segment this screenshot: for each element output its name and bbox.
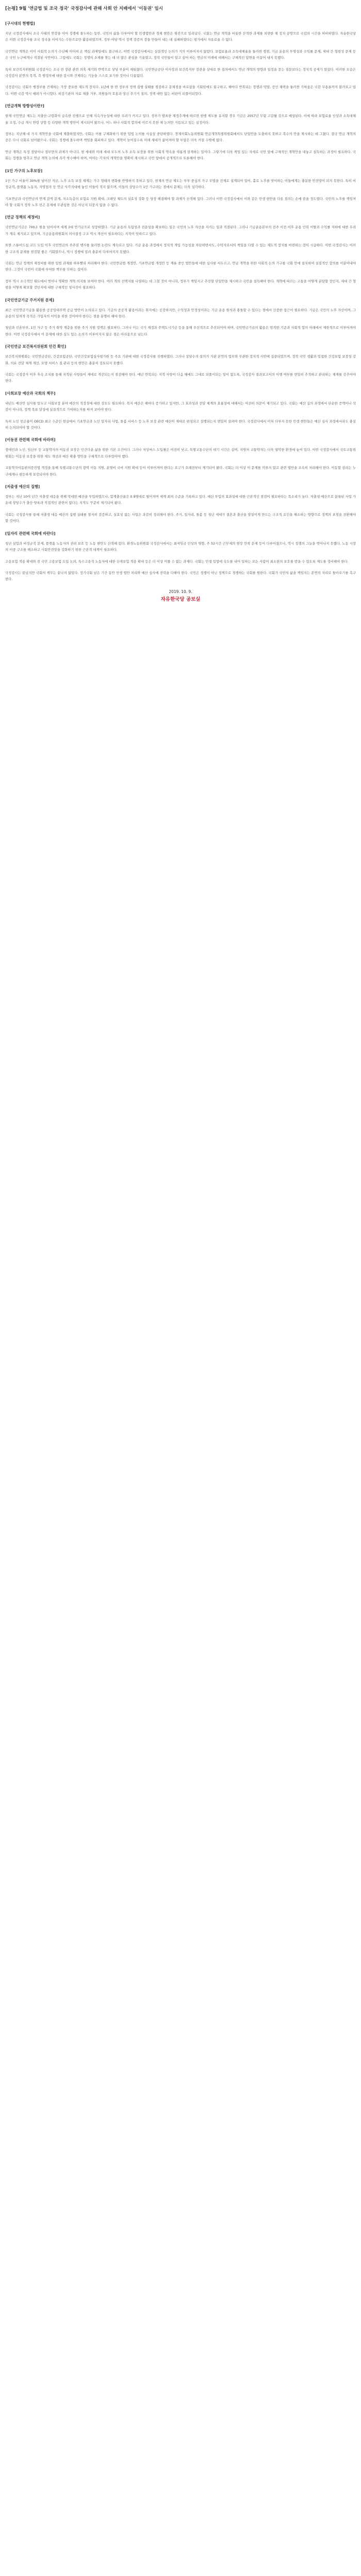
body-paragraph: 특히 노인 빈곤율이 OECD 최고 수준인 현실에서 기초연금과 노인 일자리 사업, 돌봄 서비스 등 노후 보장 관련 예산이 제대로 편성되고 집행되는지 면밀히 살펴야 한다. 국정감사에서 미처 다루지 못한 민생 현안들은 예산 심사 과정에서라도 충실히 논의되어야 할 것이다. xyxy=(5,419,356,430)
body-paragraph: 국정감사는 끝났지만 국회의 책무는 끝나지 않았다. 정기국회 남은 기간 동안 민생 법안 처리와 예산 심사에 전력을 다해야 한다. 국민은 정쟁이 아닌 정책으로 경쟁하는 국회를 원한다. 국회가 국민의 삶을 책임지는 본연의 자리로 돌아오기를 촉구한다. xyxy=(5,570,356,582)
body-paragraph: 청년과 신혼부부, 1인 가구 등 주거 취약 계층을 위한 주거 지원 정책은 필요하다. 그러나 이는 국가 재정과 주택도시기금 등을 통해 우선적으로 추진되어야 하며, 국민연금기금의 활용은 엄격한 기준과 사회적 합의 아래에서 제한적으로 이루어져야 한다. 이번 국정감사에서 이 문제에 대한 심도 있는 논의가 이루어지지 않은 점은 아쉬움으로 남는다. xyxy=(5,326,356,336)
body-paragraph: 또한 스튜어드십 코드 도입 이후 국민연금의 주주권 행사를 둘러싼 논란도 계속되고 있다. 기금 운용 과정에서 정치적 개입 가능성을 차단하면서도, 수탁자로서의 책임을 다할 수 있는 제도적 장치를 마련하는 것이 시급하다. 이번 국정감사는 이러한 구조적 문제를 점검할 좋은 기회였으나, 역시 정쟁에 밀려 충분히 다루어지지 못했다. xyxy=(5,243,356,254)
document-section xyxy=(5,484,356,524)
section-heading: [국민연금 보건복지위원회 안건 확인] xyxy=(5,344,67,349)
document-section xyxy=(5,214,356,291)
section-heading: [저출생 예산의 집행] xyxy=(5,484,40,489)
section-heading: [연금개혁 방향성이란?] xyxy=(5,104,44,109)
section-heading: [이동권 관련해 국회에 바라며] xyxy=(5,437,56,443)
section-heading: [사회보장 예산과 국회의 책무] xyxy=(5,391,56,396)
body-paragraph: 국회는 국정감사를 통해 저출생 대응 예산의 집행 실태를 철저히 검증하고, 실효성 없는 사업은 과감히 정리해야 한다. 주거, 일자리, 돌봄 등 청년 세대가 결혼과 출산을 망설이게 만드는 구조적 요인을 해소하는 방향으로 정책의 초점을 전환해야 할 것이다. xyxy=(5,512,356,523)
body-paragraph: 국회는 연금 정책의 재정비를 위한 입법 과제를 하루빨리 처리해야 한다. 국민연금법 개정안, 기초연금법 개정안 등 계류 중인 법안들에 대한 심사를 서두르고, 연금 개혁을 위한 사회적 논의 기구를 국회 안에 설치하여 실질적인 합의를 이끌어내야 한다. 그것이 국민이 국회에 부여한 책무를 다하는 길이다. xyxy=(5,261,356,272)
document-section xyxy=(5,437,356,478)
document-body xyxy=(5,21,356,583)
body-paragraph: 최근 국민연금기금을 활용한 공공임대주택 공급 방안이 논의되고 있다. 기금의 공공적 활용이라는 취지에는 공감하지만, 수익성과 안정성이라는 기금 운용 원칙과 충돌할 수 있다는 점에서 신중한 접근이 필요하다. 기금은 국민의 노후 자산이며, 그 운용의 일차적 목적은 가입자의 이익을 위한 것이어야 한다는 점을 분명히 해야 한다. xyxy=(5,308,356,318)
document-section xyxy=(5,168,356,209)
document-title: [논평] 9월 '연금법 및 조국 정국' 국정감사에 관해 사회 안 지배에서 '이동권' 임시 xyxy=(5,6,163,11)
body-paragraph: 청년 실업과 비정규직 문제, 플랫폼 노동자의 권리 보호 등 노동 현안도 산적해 있다. 환경노동위원회 국정감사에서는 최저임금 인상의 영향, 주 52시간 근무제의 현장 안착 문제 등이 다루어졌으나, 역시 정쟁의 그늘을 벗어나지 못했다. 노동 시장의 이중 구조를 해소하고 사회안전망을 강화하기 위한 근본적 대책이 필요하다. xyxy=(5,541,356,552)
closing-organization: 자유한국당 공보실 xyxy=(160,596,201,602)
body-paragraph: 교통약자이동편의증진법 개정을 통해 특별교통수단의 광역 이동 지원, 운영비 국비 지원 확대 등이 이루어져야 한다는 요구가 오래전부터 제기되어 왔다. 국회는 더 이상 이 문제를 미루지 말고 관련 법안을 조속히 처리해야 한다. 이동할 권리는 누구에게나 평등하게 보장되어야 한다. xyxy=(5,466,356,477)
section-heading: [구시대의 현행법] xyxy=(5,21,35,26)
body-paragraph: 국정감사는 국회가 행정부를 견제하는 가장 중요한 제도적 장치다. 1년에 한 번 정부의 정책 집행 실태를 점검하고 문제점을 바로잡을 기회임에도 불구하고, 해마다 반복되는 정쟁과 막말, 증인 채택을 둘러싼 기싸움은 국감 무용론까지 불러오고 있다. 이번 국감 역시 예외가 아니었다. 피감기관의 자료 제출 거부, 의원들의 호통과 망신 주기식 질의, 정책 대안 없는 비판이 되풀이되었다. xyxy=(5,85,356,96)
body-paragraph: 정부는 지난해 네 가지 개혁안을 국회에 제출하였지만, 국회는 이를 구체화하기 위한 입법 논의를 사실상 중단하였다. 경제사회노동위원회 연금개혁특별위원회에서도 단일안을 도출하지 못하고 복수의 안을 제시하는 데 그쳤다. 결국 연금 개혁의 공은 다시 국회로 넘어왔으나, 국회는 정쟁에 몰두하며 책임을 회피하고 있다. 개혁이 늦어질수록 미래 세대가 짊어져야 할 부담은 더욱 커질 수밖에 없다. xyxy=(5,132,356,143)
body-paragraph: 국회는 국정감사 이후 후속 조치를 통해 지적된 사항들이 제대로 개선되는지 점검해야 한다. 매년 반복되는 지적 사항이 다음 해에도 그대로 되풀이되는 일이 없도록, 국정감사 결과보고서의 이행 여부를 면밀히 추적하고 관리하는 체계를 갖추어야 한다. xyxy=(5,372,356,383)
body-paragraph: 1인 가구 비율이 30%를 넘어선 지금, 노후 소득 보장 체계는 가구 형태의 변화를 반영하지 못하고 있다. 현재의 연금 제도는 부부 중심의 가구 모델을 전제로 설계되어 있어, 홀로 노후를 맞이하는 이들에게는 충분한 안전망이 되지 못한다. 특히 비정규직, 플랫폼 노동자, 자영업자 등 연금 사각지대에 놓인 이들이 적지 않으며, 이들의 상당수가 1인 가구라는 점에서 문제는 더욱 심각하다. xyxy=(5,178,356,190)
section-heading: [연금 정책의 재정비] xyxy=(5,215,40,220)
body-paragraph: 국민연금 개혁은 이미 사회적 논의가 수년째 이어져 온 핵심 과제임에도 불구하고, 이번 국정감사에서는 실질적인 논의가 거의 이루어지지 않았다. 보험료율과 소득대체율을 둘러싼 쟁점, 기금 운용의 투명성과 수익률 문제, 세대 간 형평성 문제 등은 국민 누구에게나 직결된 사안이다. 그럼에도 국회는 정쟁의 소재를 찾는 데 더 많은 관심을 기울였고, 정작 국민들이 알고 싶어 하는 연금의 미래에 대해서는 구체적인 답변을 이끌어 내지 못했다. xyxy=(5,49,356,60)
body-paragraph: 국민연금기금은 700조 원을 넘어서며 세계 3대 연기금으로 성장하였다. 기금 운용의 독립성과 전문성을 확보하는 일은 국민의 노후 자산을 지키는 일과 직결된다. 그러나 기금운용본부의 전주 이전 이후 운용 인력 이탈과 수익률 저하에 대한 우려가 계속 제기되고 있으며, 기금운용위원회의 의사결정 구조 역시 개선이 필요하다는 지적이 잇따르고 있다. xyxy=(5,225,356,236)
body-paragraph: 내년도 예산안 심사를 앞두고 사회보장 분야 예산의 적정성에 대한 검토도 필요하다. 복지 예산은 해마다 증가하고 있지만, 그 효과성과 전달 체계의 효율성에 대해서는 여전히 의문이 제기되고 있다. 국회는 예산 심의 과정에서 단순한 증액이나 삭감이 아니라, 정책 목표 달성에 실질적으로 기여하는지를 따져 보아야 한다. xyxy=(5,401,356,412)
body-paragraph: 특히 보건복지위원회 국정감사는 조국 전 장관 관련 의혹 제기와 반박으로 상당 부분이 채워졌다. 국민연금공단 이사장과 보건복지부 장관을 상대로 한 질의에서도 연금 개혁의 방향과 일정을 묻는 질문보다는 정치적 공세가 앞섰다. 이러한 모습은 국정감사 본연의 목적, 즉 행정부에 대한 감시와 견제라는 기능을 스스로 포기한 것이나 다름없다. xyxy=(5,67,356,78)
body-paragraph: 기초연금과 국민연금의 연계 감액 문제, 저소득층의 보험료 지원 확대, 크레딧 제도의 실효성 강화 등 당장 해결해야 할 과제가 산적해 있다. 그러나 이번 국정감사에서 이와 같은 민생 현안을 다룬 질의는 손에 꼽을 정도였다. 국민의 노후를 책임져야 할 국회가 정작 노후 빈곤 문제에 무관심한 것은 아닌지 되묻지 않을 수 없다. xyxy=(5,196,356,207)
body-paragraph: 현재 국민연금 제도는 저출산·고령화의 급속한 진행으로 인해 지속가능성에 대한 우려가 커지고 있다. 정부가 발표한 재정추계에 따르면 현행 제도를 유지할 경우 기금은 2057년 무렵 고갈될 것으로 예상된다. 이에 따라 보험료율 인상과 소득대체율 조정, 수급 개시 연령 상향 등 다양한 개혁 방안이 제시되어 왔으나, 어느 하나 사회적 합의에 이르지 못한 채 논의만 거듭되고 있는 실정이다. xyxy=(5,114,356,125)
body-paragraph: 정부 역시 소극적인 태도에서 벗어나 명확한 개혁 의지를 보여야 한다. 여러 개의 선택지를 나열하는 데 그칠 것이 아니라, 정부가 책임지고 추진할 단일안을 제시하고 국민을 설득해야 한다. 개혁에 따르는 고통을 어떻게 분담할 것인지, 세대 간 형평을 어떻게 확보할 것인지에 대한 구체적인 청사진이 필요하다. xyxy=(5,279,356,290)
document-section xyxy=(5,391,356,431)
document-section xyxy=(5,21,356,97)
document-section xyxy=(5,531,356,583)
section-heading: [일자리 관련해 국회에 바란다] xyxy=(5,531,56,536)
section-heading: [1인 가구의 노후보장] xyxy=(5,168,43,173)
body-paragraph: 고용보험 적용 확대와 전 국민 고용보험 도입 논의, 특수고용직 노동자에 대한 산재보험 적용 확대 등은 더 이상 미룰 수 없는 과제다. 국회는 민생 입법에 속도를 내어 일하는 모든 사람이 최소한의 보호를 받을 수 있도록 제도를 정비해야 한다. xyxy=(5,559,349,564)
document-section xyxy=(5,344,356,384)
document-section xyxy=(5,297,356,338)
body-paragraph: 장애인과 노인, 임산부 등 교통약자의 이동권 보장은 인간다운 삶을 위한 기본 조건이다. 그러나 저상버스 도입률은 여전히 낮고, 특별교통수단의 대기 시간은 길며, 지방의 교통약자는 더욱 열악한 환경에 놓여 있다. 이번 국정감사에서 국토교통위원회는 이동권 보장을 위한 제도 개선과 예산 확충 방안을 구체적으로 다루었어야 했다. xyxy=(5,448,356,459)
body-paragraph: 보건복지위원회는 국민연금공단, 건강보험공단, 국민건강보험심사평가원 등 주요 기관에 대한 국정감사를 진행하였다. 그러나 상당수의 질의가 기관 본연의 업무와 무관한 정치적 사안에 집중되었으며, 정작 국민 생활과 밀접한 건강보험 보장성 강화, 의료 전달 체계 개선, 요양 서비스 질 관리 등의 현안은 충분히 검토되지 못했다. xyxy=(5,354,356,365)
body-paragraph: 지난 국정감사에서 조국 사태의 연장을 이어 정쟁에 몰두하는 동안, 국민의 삶을 다루어야 할 민생법안과 경제 현안은 뒷전으로 밀려났다. 국회는 연금 개혁을 비롯한 산적한 과제를 외면한 채 정치 공방으로 국감의 시간을 허비하였다. 자유한국당은 이번 국정감사를 조국 정국을 이어가는 수단으로만 활용하였으며, 정부·여당 역시 정책 검증의 장을 만들어 내는 데 실패하였다는 평가에서 자유로울 수 없다. xyxy=(5,31,356,42)
closing-date: 2019. 10. 9. xyxy=(169,589,192,594)
body-paragraph: 정부는 지난 10여 년간 저출생 대응을 위해 막대한 예산을 투입하였으나, 합계출산율은 0.9명대로 떨어지며 세계 최저 수준을 기록하고 있다. 예산 투입의 효과성에 대한 근본적인 점검이 필요하다는 목소리가 높다. 저출생 예산으로 분류된 사업 가운데 상당수가 출산·양육과 직접적인 관련이 없다는 지적도 꾸준히 제기되어 왔다. xyxy=(5,495,356,505)
section-heading: [국민연금기금 주거지원 문제] xyxy=(5,297,54,302)
document-section xyxy=(5,103,356,161)
body-paragraph: 연금 개혁은 특정 정당이나 정부만의 과제가 아니다. 현 세대와 미래 세대 모두의 노후 소득 보장을 위한 사회적 약속을 새롭게 설계하는 일이다. 그렇기에 더욱 책임 있는 자세로 국민 앞에 구체적인 개혁안을 내놓고 설득하는 과정이 필요하다. 국회는 정쟁을 멈추고 연금 개혁 논의에 즉각 착수해야 하며, 여야는 각자의 개혁안을 명확히 제시하고 국민 앞에서 공개적으로 토론해야 한다. xyxy=(5,149,356,161)
